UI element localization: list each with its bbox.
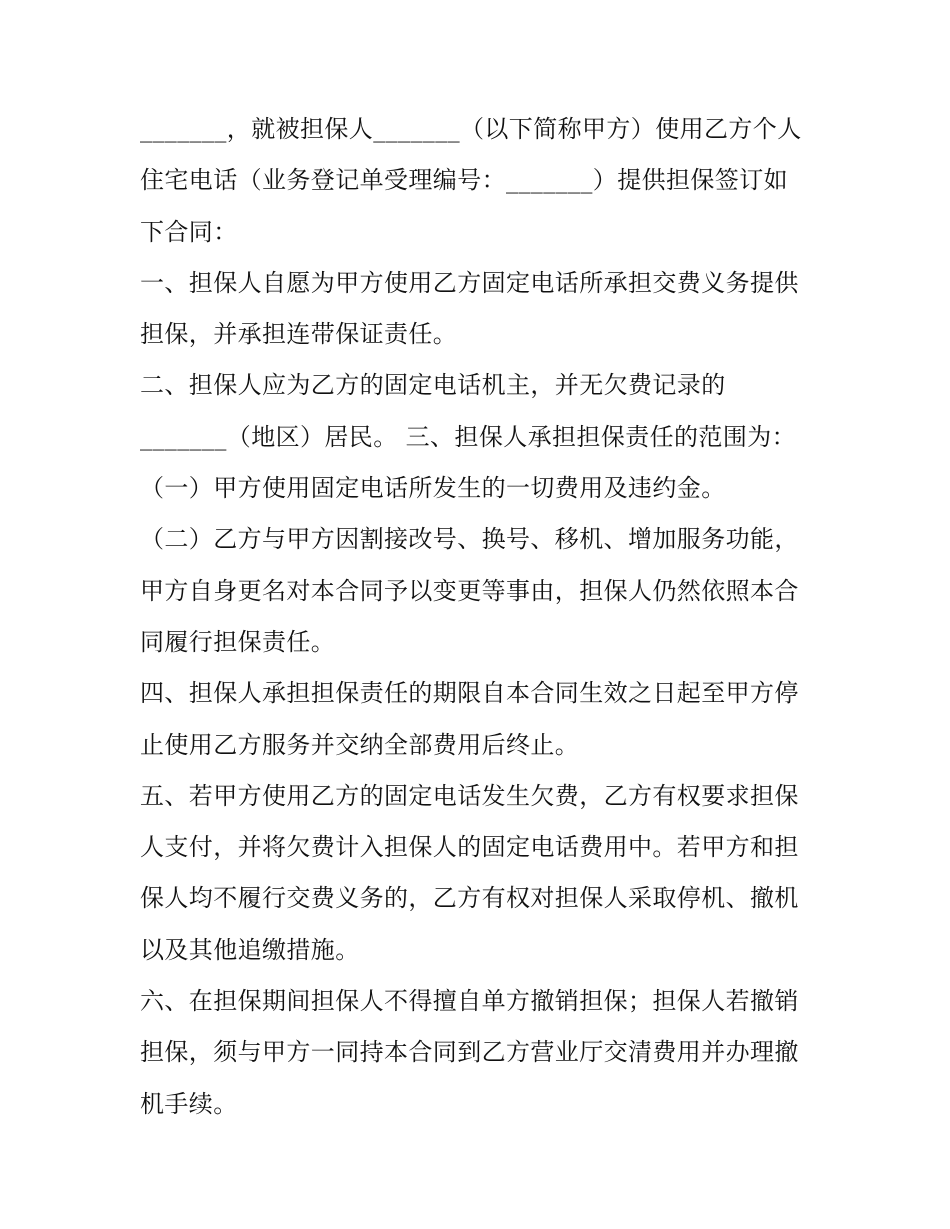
contract-body: [140, 104, 820, 1130]
text-line: 担保，并承担连带保证责任。: [140, 320, 458, 349]
text-line: 四、担保人承担担保责任的期限自本合同生效之日起至甲方停: [140, 679, 799, 708]
clause-6: [140, 976, 820, 1130]
clause-5: [140, 771, 820, 976]
text-line: 六、在担保期间担保人不得擅自单方撤销担保；担保人若撤销: [140, 987, 799, 1016]
text-line: 下合同：: [140, 217, 238, 246]
text-line: 甲方自身更名对本合同予以变更等事由，担保人仍然依照本合: [140, 576, 799, 605]
text-line: 同履行担保责任。: [140, 627, 336, 656]
clause-3-item-1: [140, 463, 820, 514]
text-line: 保人均不履行交费义务的，乙方有权对担保人采取停机、撤机: [140, 884, 799, 913]
clause-1: [140, 258, 820, 361]
intro-paragraph: [140, 104, 820, 258]
text-line: _______，就被担保人_______（以下简称甲方）使用乙方个人: [140, 115, 802, 143]
text-line: 人支付，并将欠费计入担保人的固定电话费用中。若甲方和担: [140, 833, 799, 862]
text-line: 一、担保人自愿为甲方使用乙方固定电话所承担交费义务提供: [140, 268, 799, 297]
text-line: 止使用乙方服务并交纳全部费用后终止。: [140, 730, 580, 759]
clause-3-item-2: [140, 514, 820, 668]
text-line: 二、担保人应为乙方的固定电话机主，并无欠费记录的: [140, 371, 726, 400]
clause-2-3: [140, 360, 820, 463]
text-line: 住宅电话（业务登记单受理编号：_______）提供担保签订如: [140, 166, 788, 195]
text-line: 担保，须与甲方一同持本合同到乙方营业厅交清费用并办理撤: [140, 1038, 799, 1067]
text-line: _______（地区）居民。 三、担保人承担担保责任的范围为：: [140, 422, 797, 451]
text-line: （一）甲方使用固定电话所发生的一切费用及违约金。: [140, 474, 726, 503]
clause-4: [140, 668, 820, 771]
text-line: （二）乙方与甲方因割接改号、换号、移机、增加服务功能，: [140, 525, 799, 554]
text-line: 五、若甲方使用乙方的固定电话发生欠费，乙方有权要求担保: [140, 781, 799, 810]
text-line: 以及其他追缴措施。: [140, 935, 360, 964]
text-line: 机手续。: [140, 1089, 238, 1118]
